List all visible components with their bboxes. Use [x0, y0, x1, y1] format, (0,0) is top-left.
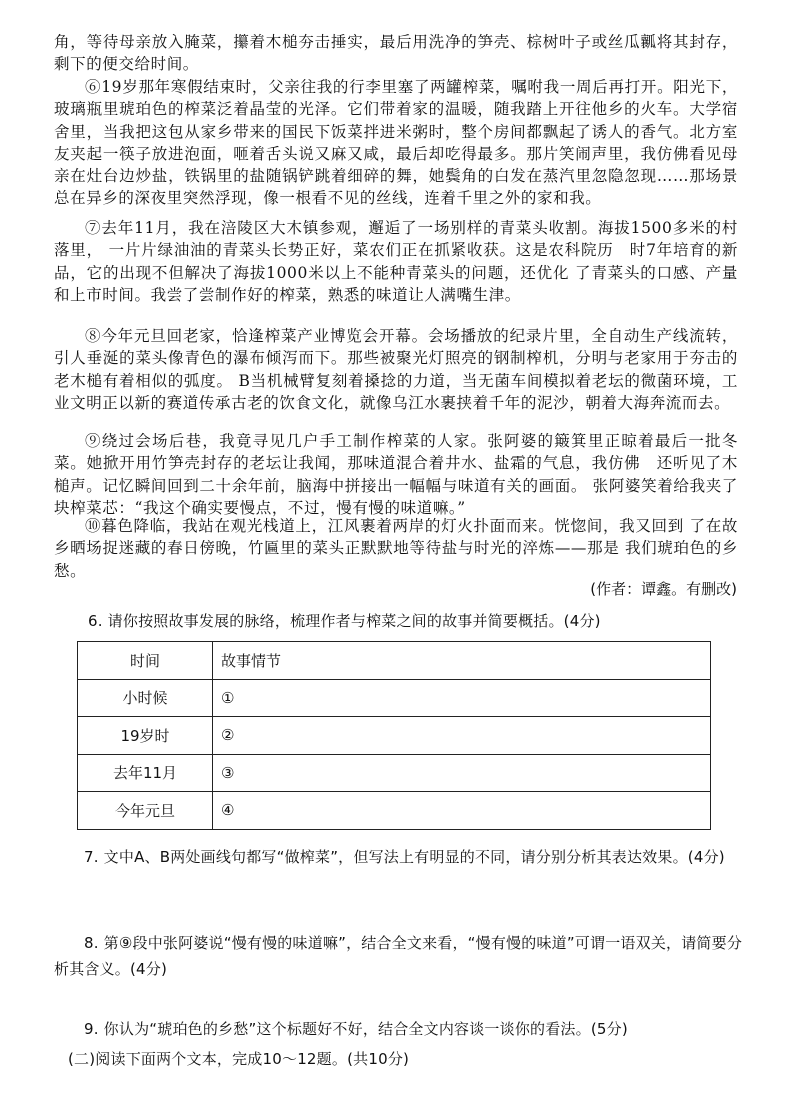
table-row: [78, 717, 711, 755]
question-6: 6. 请你按照故事发展的脉络，梳理作者与榨菜之间的故事并简要概括。(4分): [88, 612, 601, 630]
author-credit: (作者：谭鑫。有删改): [590, 580, 737, 598]
table-cell-time: 今年元旦: [78, 792, 213, 830]
table-header-row: [78, 642, 711, 680]
paragraph-8: ⑧今年元旦回老家，恰逢榨菜产业博览会开幕。会场播放的纪录片里，全自动生产线流转，引人垂涎的菜头像青色的瀑布倾泻而下。那些被聚光灯照亮的钢制榨机，分明与老家用于夯击的老木槌有着相似的弧度。 B当机械臂复刻着搡捻的力道，当无菌车间模拟着老坛的微菌环境，工业文明正以新的赛道传承古老的饮食文化，就像乌江水裹挟着千年的泥沙，朝着大海奔流而去。: [54, 327, 738, 412]
question-8: 8. 第⑨段中张阿婆说“慢有慢的味道嘛”，结合全文来看，“慢有慢的味道”可谓一语双关，请简要分析其含义。(4分): [54, 934, 743, 978]
table-header-time: 时间: [78, 642, 213, 680]
paragraph-10: ⑩暮色降临，我站在观光栈道上，江风裹着两岸的灯火扑面而来。恍惚间，我又回到 了在故乡晒场捉迷藏的春日傍晚，竹匾里的菜头正默默地等待盐与时光的淬炼——那是 我们琥珀色的乡愁。: [54, 517, 738, 580]
table-cell-time: 小时候: [78, 679, 213, 717]
question-7: 7. 文中A、B两处画线句都写“做榨菜”，但写法上有明显的不同，请分别分析其表达效果。(4分): [84, 848, 725, 866]
answer-blank-1[interactable]: ①: [213, 679, 711, 717]
table-cell-time: 去年11月: [78, 754, 213, 792]
table-row: [78, 754, 711, 792]
table-header-plot: 故事情节: [213, 642, 711, 680]
story-table: [77, 641, 711, 830]
table-row: [78, 679, 711, 717]
answer-blank-4[interactable]: ④: [213, 792, 711, 830]
table-cell-time: 19岁时: [78, 717, 213, 755]
answer-blank-2[interactable]: ②: [213, 717, 711, 755]
section-2-heading: (二)阅读下面两个文本，完成10～12题。(共10分): [68, 1050, 410, 1068]
answer-blank-3[interactable]: ③: [213, 754, 711, 792]
paragraph-9: ⑨绕过会场后巷，我竟寻见几户手工制作榨菜的人家。张阿婆的簸箕里正晾着最后一批冬菜。她掀开用竹笋壳封存的老坛让我闻，那味道混合着井水、盐霜的气息，我仿佛 还听见了木槌声。记忆瞬间回到二十余年前，脑海中拼接出一幅幅与味道有关的画面。 张阿婆笑着给我夹了块榨菜芯：“我这个确实要慢点，不过，慢有慢的味道嘛。”: [54, 432, 738, 517]
paragraph-5-continuation: 角，等待母亲放入腌菜，攥着木槌夯击捶实，最后用洗净的笋壳、棕树叶子或丝瓜瓤将其封存，剩下的便交给时间。: [54, 33, 738, 74]
table-row: [78, 792, 711, 830]
paragraph-6: ⑥19岁那年寒假结束时，父亲往我的行李里塞了两罐榨菜，嘱咐我一周后再打开。阳光下，玻璃瓶里琥珀色的榨菜泛着晶莹的光泽。它们带着家的温暖，随我踏上开往他乡的火车。大学宿舍里，当我把这包从家乡带来的国民下饭菜拌进米粥时，整个房间都飘起了诱人的香气。北方室友夹起一筷子放进泡面，咂着舌头说又麻又咸，最后却吃得最多。那片笑闹声里，我仿佛看见母亲在灶台边炒盐，铁锅里的盐随锅铲跳着细碎的舞，她鬓角的白发在蒸汽里忽隐忽现……那场景总在异乡的深夜里突然浮现，像一根看不见的丝线，连着千里之外的家和我。: [54, 78, 738, 208]
question-9: 9. 你认为“琥珀色的乡愁”这个标题好不好，结合全文内容谈一谈你的看法。(5分): [84, 1020, 628, 1038]
paragraph-7: ⑦去年11月，我在涪陵区大木镇参观，邂逅了一场别样的青菜头收割。海拔1500多米的村落里， 一片片绿油油的青菜头长势正好，菜农们正在抓紧收获。这是农科院历 时7年培育的新品，它的出现不但解决了海拔1000米以上不能种青菜头的问题，还优化 了青菜头的口感、产量和上市时间。我尝了尝制作好的榨菜，熟悉的味道让人满嘴生津。: [54, 219, 738, 304]
